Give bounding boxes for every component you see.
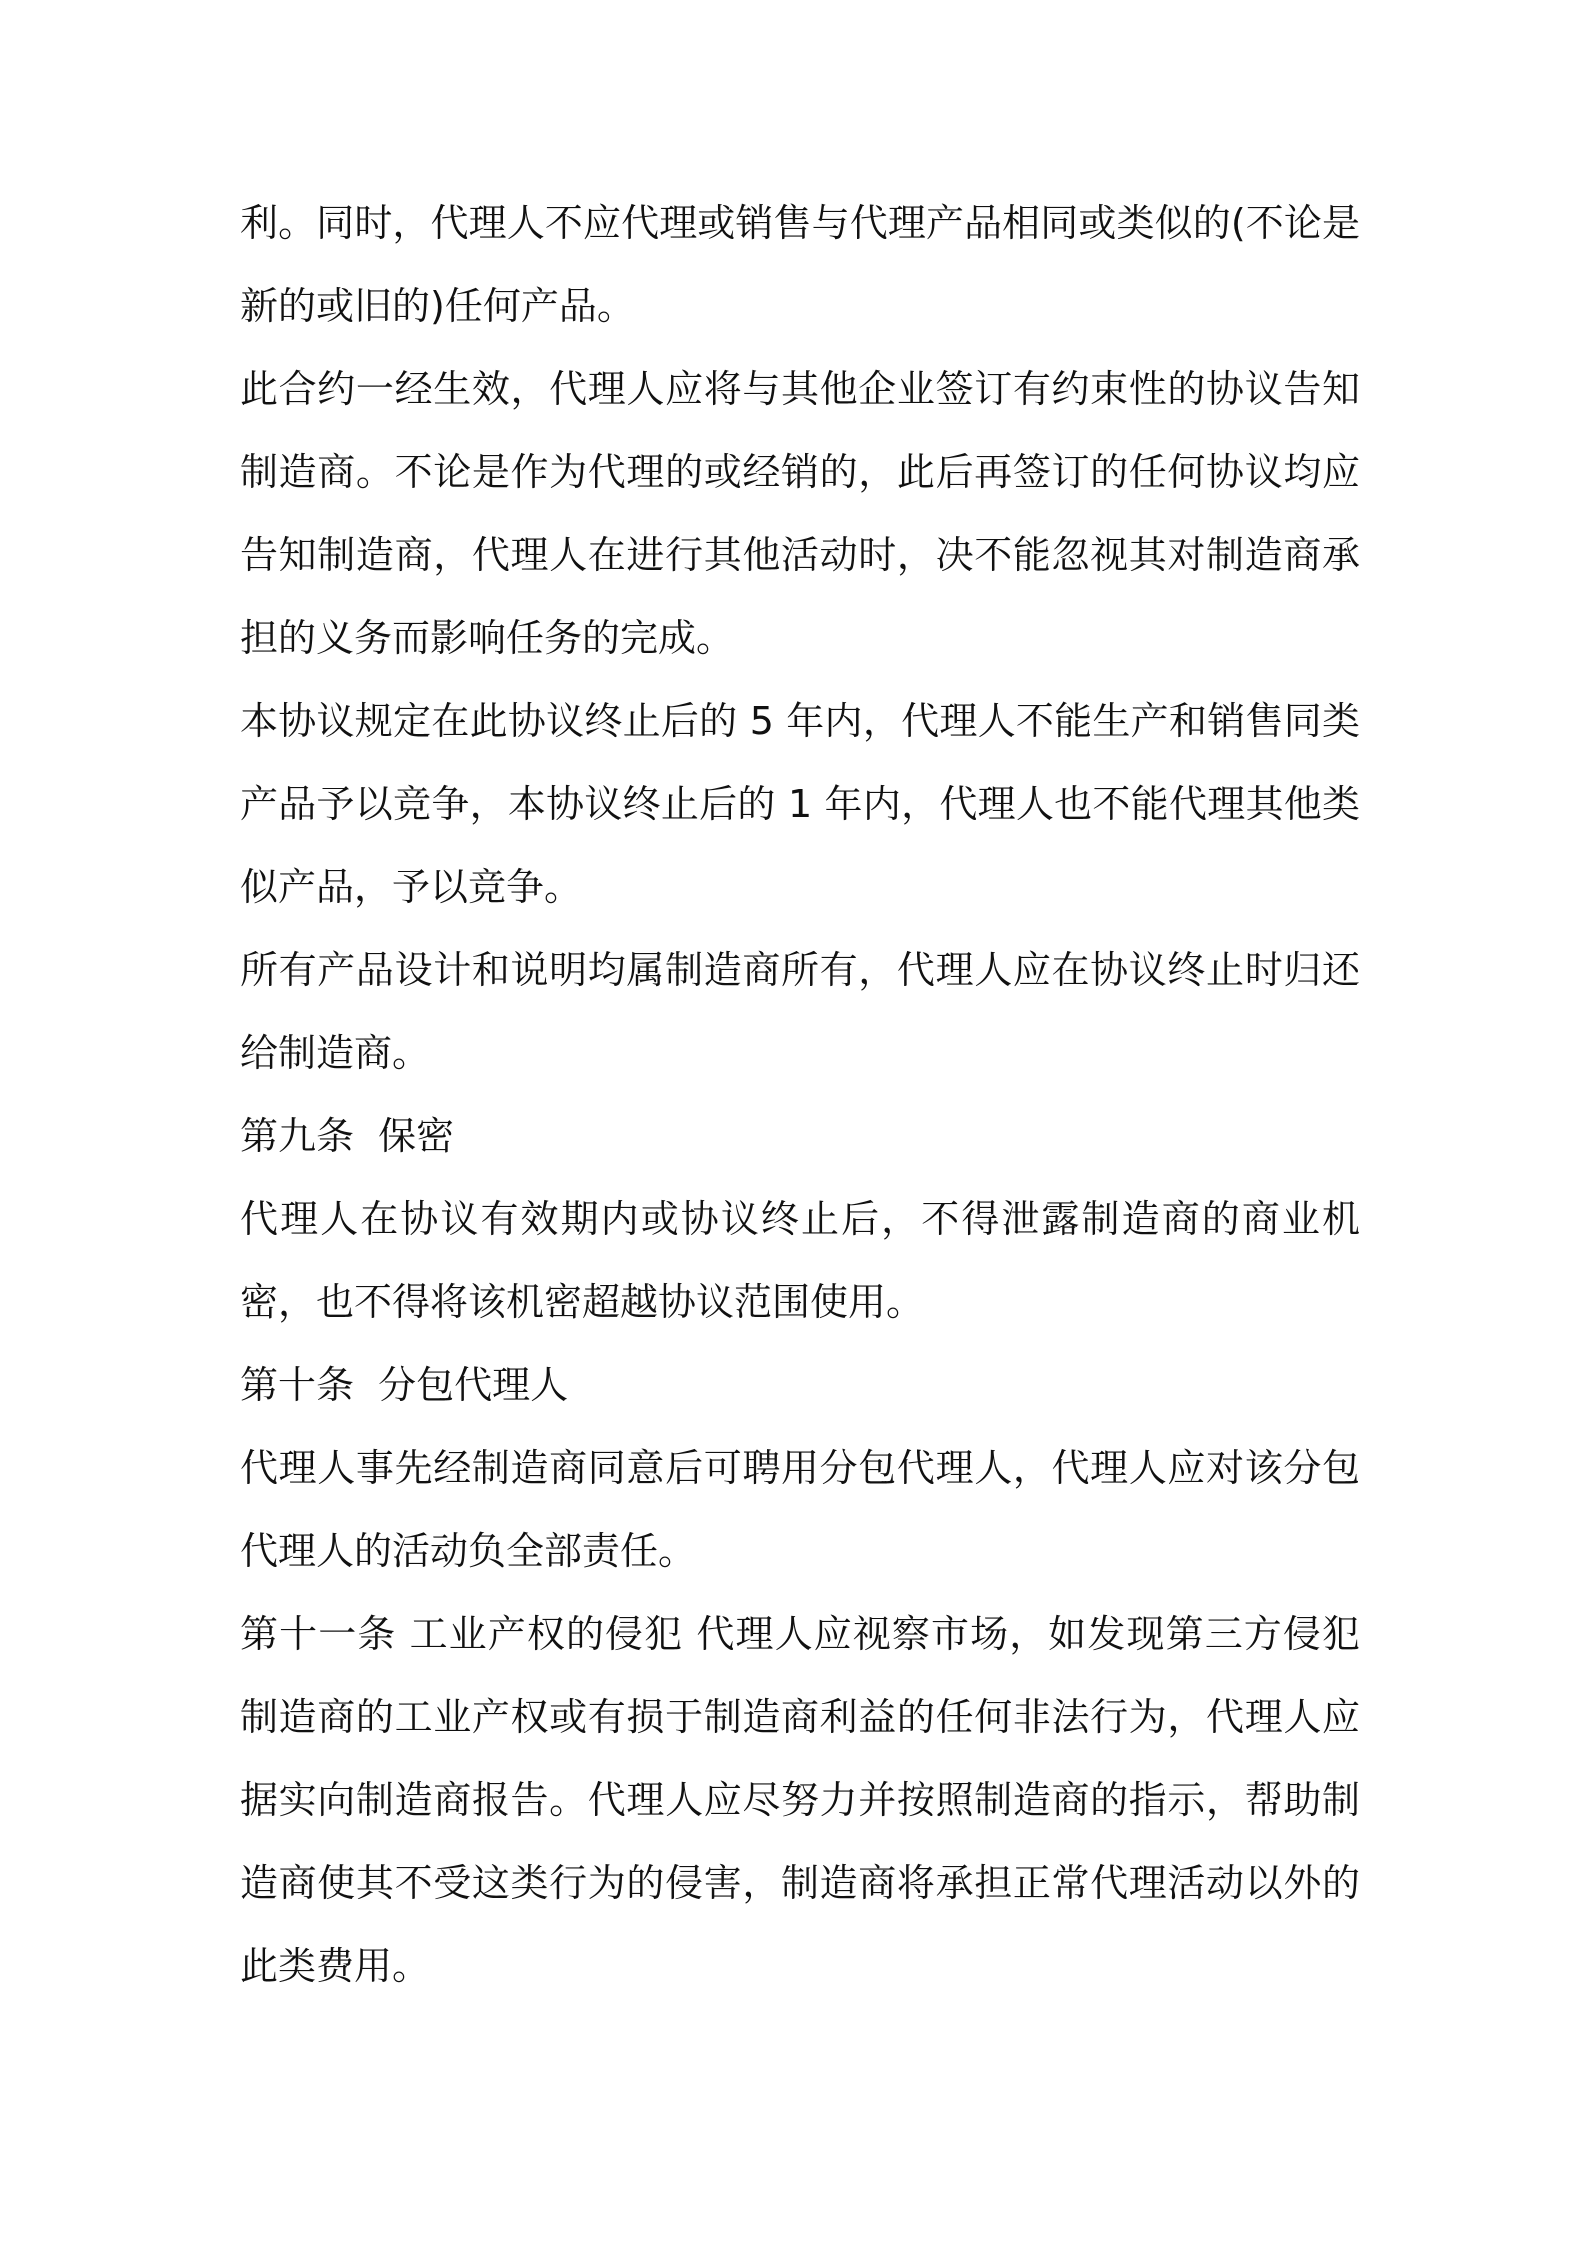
article-10-heading: 第十条 分包代理人 xyxy=(240,1363,569,1407)
article-9-heading: 第九条 保密 xyxy=(240,1114,455,1158)
paragraph-post-termination-restriction: 本协议规定在此协议终止后的 5 年内，代理人不能生产和销售同类产品予以竞争，本协议终止后的 1 年内，代理人也不能代理其他类似产品，予以竞争。 xyxy=(240,699,1360,909)
document-body xyxy=(240,182,1360,2008)
paragraph-product-design-ownership: 所有产品设计和说明均属制造商所有，代理人应在协议终止时归还给制造商。 xyxy=(240,948,1360,1075)
paragraph-industrial-property: 第十一条 工业产权的侵犯 代理人应视察市场，如发现第三方侵犯制造商的工业产权或有损于制造商利益的任何非法行为，代理人应据实向制造商报告。代理人应尽努力并按照制造商的指示，帮助制造商使其不受这类行为的侵害，制造商将承担正常代理活动以外的此类费用。 xyxy=(240,1612,1360,1988)
paragraph-confidentiality: 代理人在协议有效期内或协议终止后，不得泄露制造商的商业机密，也不得将该机密超越协议范围使用。 xyxy=(240,1197,1360,1324)
paragraph-disclosure-of-agreements: 此合约一经生效，代理人应将与其他企业签订有约束性的协议告知制造商。不论是作为代理的或经销的，此后再签订的任何协议均应告知制造商，代理人在进行其他活动时，决不能忽视其对制造商承担的义务而影响任务的完成。 xyxy=(240,367,1360,660)
paragraph-non-compete-products: 利。同时，代理人不应代理或销售与代理产品相同或类似的(不论是新的或旧的)任何产品。 xyxy=(240,201,1360,328)
paragraph-sub-agents: 代理人事先经制造商同意后可聘用分包代理人，代理人应对该分包代理人的活动负全部责任。 xyxy=(240,1446,1360,1573)
